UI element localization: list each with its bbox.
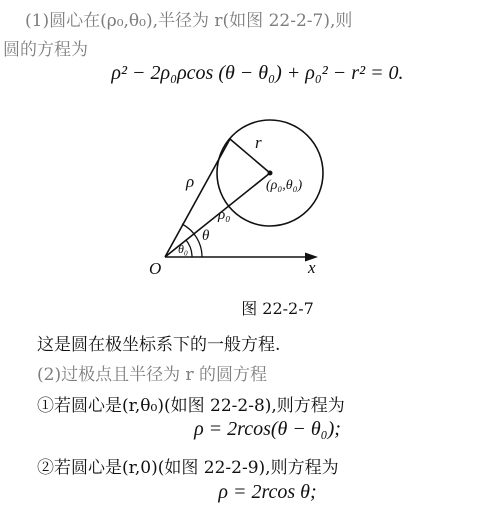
label-x: x [308,258,316,277]
case-2-equation: ρ = 2rcos θ; [218,481,317,503]
center-point [268,171,273,176]
label-origin: O [149,259,162,278]
paragraph-1-line-1: (1)圆心在(ρ₀,θ₀),半径为 r(如图 22-2-7),则 [25,11,353,31]
circle-general-equation: ρ² − 2ρ₀ρcos (θ − θ₀) + ρ₀² − r² = 0. [111,62,404,84]
figure-caption: 图 22-2-7 [241,299,314,318]
label-theta: θ [202,228,210,244]
general-equation-note: 这是圆在极坐标系下的一般方程. [37,335,281,355]
radius-segment [230,139,270,173]
case-1-equation: ρ = 2rcos(θ − θ₀); [194,418,341,440]
label-rho: ρ [186,172,195,191]
case-2-text: ②若圆心是(r,0)(如图 22-2-9),则方程为 [37,458,339,478]
label-center: (ρ₀,θ₀) [266,178,303,193]
case-1-text: ①若圆心是(r,θ₀)(如图 22-2-8),则方程为 [37,396,345,416]
paragraph-2-heading: (2)过极点且半径为 r 的圆方程 [37,365,268,385]
label-theta0: θ₀ [178,242,189,256]
paragraph-1-line-2: 圆的方程为 [3,40,88,60]
label-r: r [255,133,262,152]
label-rho0: ρ₀ [218,207,231,223]
